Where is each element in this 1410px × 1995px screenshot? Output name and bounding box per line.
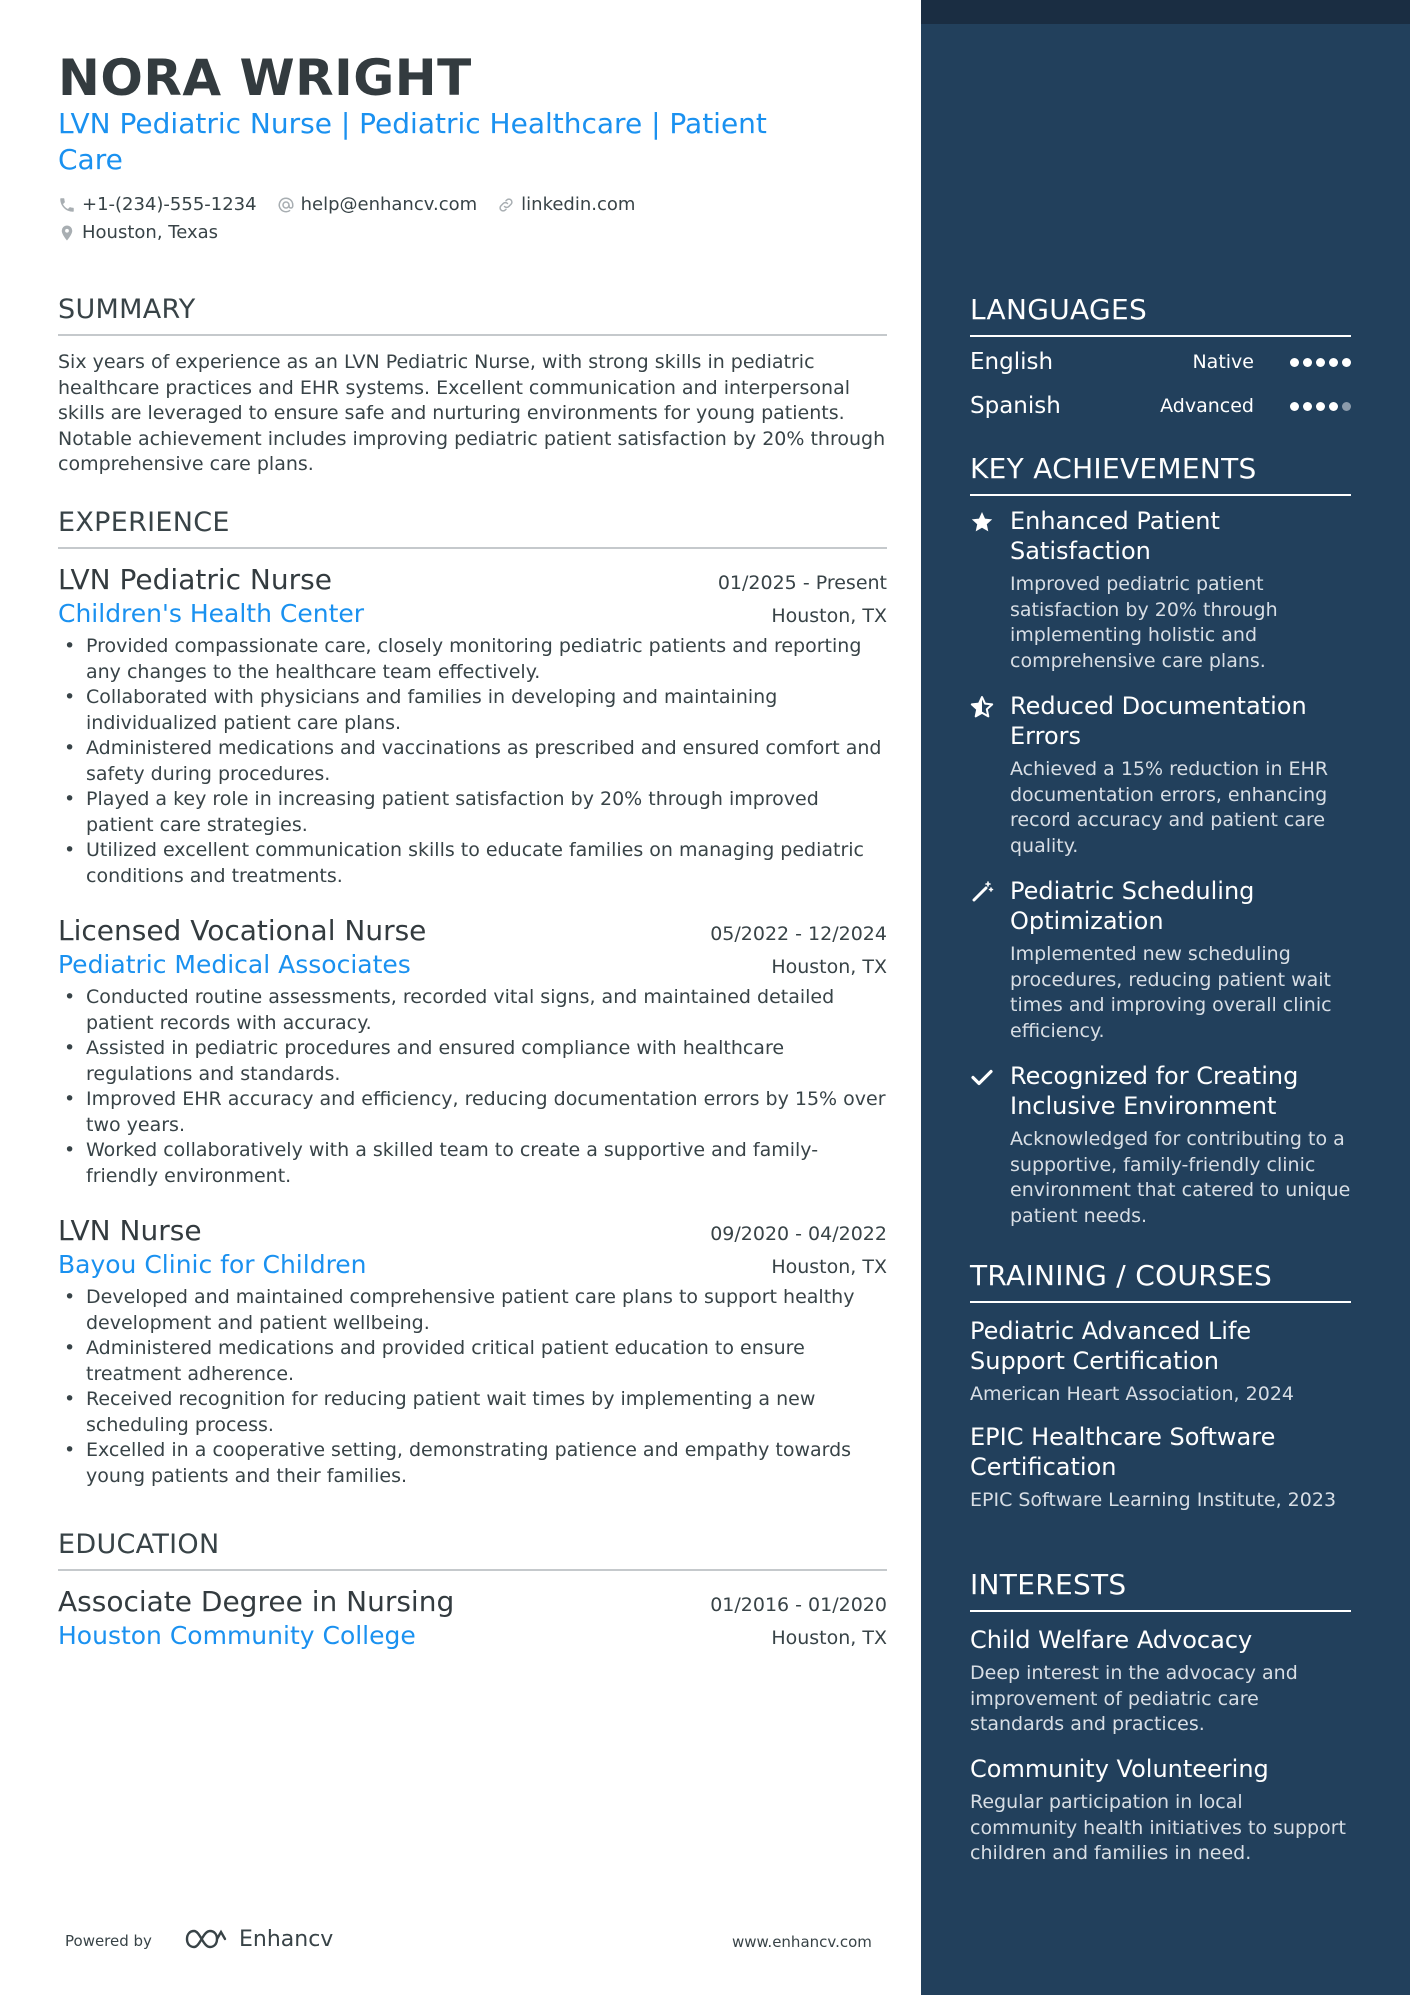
interest-title: Community Volunteering — [970, 1755, 1269, 1783]
contact-linkedin[interactable] — [497, 194, 635, 215]
achievement-item — [970, 691, 1351, 859]
achievement-item — [970, 876, 1351, 1044]
checkmark-icon — [970, 1065, 994, 1089]
job-title: Licensed Vocational Nurse — [58, 914, 427, 947]
achievement-title: Reduced Documentation Errors — [1010, 692, 1307, 750]
star-half-icon — [970, 695, 994, 719]
rating-dot — [1316, 358, 1325, 367]
course-item — [970, 1422, 1351, 1514]
rating-dot — [1303, 358, 1312, 367]
summary-heading: SUMMARY — [58, 293, 887, 336]
summary-text: Six years of experience as an LVN Pediatric Nurse, with strong skills in pediatric healthcare practices and EHR systems. Excellent communication and interpersonal skills are leveraged to ensure safe and nurturing environments for young patients. Notable achievement includes improving pediatric patient satisfaction by 20% through comprehensive care plans. — [58, 351, 886, 475]
rating-dot — [1342, 402, 1351, 411]
language-rating — [1286, 402, 1351, 411]
rating-dot — [1329, 358, 1338, 367]
job-title: LVN Nurse — [58, 1214, 202, 1247]
phone-text: +1-(234)-555-1234 — [82, 194, 257, 215]
achievement-title: Pediatric Scheduling Optimization — [1010, 877, 1255, 935]
course-provider: American Heart Association, 2024 — [970, 1383, 1294, 1405]
course-item — [970, 1316, 1351, 1408]
job-bullet: • Administered medications and provided critical patient education to ensure treatment adherence. — [58, 1336, 887, 1387]
contact-location — [58, 222, 218, 243]
interest-item — [970, 1625, 1351, 1738]
achievement-desc: Acknowledged for contributing to a supportive, family-friendly clinic environment that catered to unique patient needs. — [1010, 1128, 1351, 1227]
job-entry — [58, 1213, 887, 1489]
job-date: 05/2022 - 12/2024 — [710, 923, 887, 945]
star-icon — [970, 510, 994, 534]
achievement-desc: Implemented new scheduling procedures, reducing patient wait times and improving overall clinic efficiency. — [1010, 943, 1332, 1042]
achievement-title: Recognized for Creating Inclusive Environment — [1010, 1062, 1299, 1120]
interest-title: Child Welfare Advocacy — [970, 1626, 1253, 1654]
enhancv-brand-text: Enhancv — [239, 1926, 334, 1952]
rating-dot — [1290, 402, 1299, 411]
job-bullet: • Received recognition for reducing patient wait times by implementing a new scheduling process. — [58, 1387, 887, 1438]
link-icon — [497, 196, 515, 214]
rating-dot — [1316, 402, 1325, 411]
language-name: English — [970, 349, 1054, 375]
achievement-item — [970, 1061, 1351, 1229]
language-rating — [1286, 358, 1351, 367]
education-entry — [58, 1584, 887, 1652]
course-title: Pediatric Advanced Life Support Certification — [970, 1317, 1252, 1375]
job-bullets — [58, 1285, 887, 1489]
footer-url[interactable]: www.enhancv.com — [732, 1933, 872, 1951]
enhancv-logo[interactable] — [183, 1926, 333, 1952]
contact-row-1 — [58, 194, 655, 215]
candidate-headline: LVN Pediatric Nurse | Pediatric Healthcare | Patient Care — [58, 107, 767, 176]
job-bullet: • Administered medications and vaccinations as prescribed and ensured comfort and safety during procedures. — [58, 736, 887, 787]
education-heading: EDUCATION — [58, 1528, 887, 1571]
location-text: Houston, Texas — [82, 222, 219, 243]
achievement-desc: Improved pediatric patient satisfaction by 20% through implementing holistic and comprehensive care plans. — [1010, 573, 1278, 672]
job-bullet: • Worked collaboratively with a skilled team to create a supportive and family-friendly environment. — [58, 1138, 887, 1189]
email-text: help@enhancv.com — [300, 194, 478, 215]
education-location: Houston, TX — [771, 1627, 887, 1649]
experience-heading: EXPERIENCE — [58, 506, 887, 549]
job-bullet: • Excelled in a cooperative setting, demonstrating patience and empathy towards young patients and their families. — [58, 1438, 887, 1489]
job-location: Houston, TX — [771, 1256, 887, 1278]
contact-email[interactable] — [277, 194, 478, 215]
education-date: 01/2016 - 01/2020 — [710, 1594, 887, 1616]
languages-heading: LANGUAGES — [970, 292, 1351, 337]
enhancv-logo-icon — [183, 1926, 231, 1952]
achievements-heading: KEY ACHIEVEMENTS — [970, 451, 1351, 496]
powered-by-label: Powered by — [65, 1932, 152, 1950]
rating-dot — [1342, 358, 1351, 367]
job-company: Children's Health Center — [58, 599, 365, 628]
rating-dot — [1329, 402, 1338, 411]
job-date: 01/2025 - Present — [717, 572, 887, 594]
location-pin-icon — [58, 224, 76, 242]
interest-desc: Deep interest in the advocacy and improvement of pediatric care standards and practices. — [970, 1662, 1298, 1735]
job-bullet: • Developed and maintained comprehensive patient care plans to support healthy development and patient wellbeing. — [58, 1285, 887, 1336]
language-row — [970, 393, 1351, 419]
contact-phone[interactable] — [58, 194, 257, 215]
job-entry — [58, 562, 887, 889]
job-location: Houston, TX — [771, 605, 887, 627]
language-level: Advanced — [1160, 395, 1254, 417]
job-bullets — [58, 634, 887, 889]
rating-dot — [1290, 358, 1299, 367]
achievement-item — [970, 506, 1351, 674]
job-bullet: • Collaborated with physicians and families in developing and maintaining individualized patient care plans. — [58, 685, 887, 736]
linkedin-text: linkedin.com — [521, 194, 636, 215]
contact-row-2 — [58, 222, 238, 243]
job-bullets — [58, 985, 887, 1189]
job-title: LVN Pediatric Nurse — [58, 563, 332, 596]
job-date: 09/2020 - 04/2022 — [710, 1223, 887, 1245]
at-icon — [277, 196, 295, 214]
rating-dot — [1303, 402, 1312, 411]
phone-icon — [58, 196, 76, 214]
job-bullet: • Assisted in pediatric procedures and ensured compliance with healthcare regulations and standards. — [58, 1036, 887, 1087]
language-level: Native — [1192, 351, 1254, 373]
training-heading: TRAINING / COURSES — [970, 1258, 1351, 1303]
achievement-title: Enhanced Patient Satisfaction — [1010, 507, 1220, 565]
job-bullet: • Utilized excellent communication skills to educate families on managing pediatric conditions and treatments. — [58, 838, 887, 889]
language-name: Spanish — [970, 393, 1061, 419]
school-name: Houston Community College — [58, 1621, 416, 1650]
job-bullet: • Played a key role in increasing patient satisfaction by 20% through improved patient care strategies. — [58, 787, 887, 838]
candidate-name: NORA WRIGHT — [58, 49, 472, 107]
course-title: EPIC Healthcare Software Certification — [970, 1423, 1276, 1481]
interest-item — [970, 1754, 1351, 1867]
job-bullet: • Provided compassionate care, closely monitoring pediatric patients and reporting any changes to the healthcare team effectively. — [58, 634, 887, 685]
job-location: Houston, TX — [771, 956, 887, 978]
course-provider: EPIC Software Learning Institute, 2023 — [970, 1489, 1337, 1511]
sidebar-top-band — [921, 0, 1410, 24]
job-bullet: • Improved EHR accuracy and efficiency, reducing documentation errors by 15% over two years. — [58, 1087, 887, 1138]
degree-title: Associate Degree in Nursing — [58, 1585, 455, 1618]
magic-wand-icon — [970, 880, 994, 904]
interest-desc: Regular participation in local community health initiatives to support children and families in need. — [970, 1791, 1347, 1864]
job-company: Pediatric Medical Associates — [58, 950, 411, 979]
interests-heading: INTERESTS — [970, 1567, 1351, 1612]
job-entry — [58, 913, 887, 1189]
job-bullet: • Conducted routine assessments, recorded vital signs, and maintained detailed patient records with accuracy. — [58, 985, 887, 1036]
achievement-desc: Achieved a 15% reduction in EHR documentation errors, enhancing record accuracy and patient care quality. — [1010, 758, 1329, 857]
language-row — [970, 349, 1351, 375]
job-company: Bayou Clinic for Children — [58, 1250, 367, 1279]
